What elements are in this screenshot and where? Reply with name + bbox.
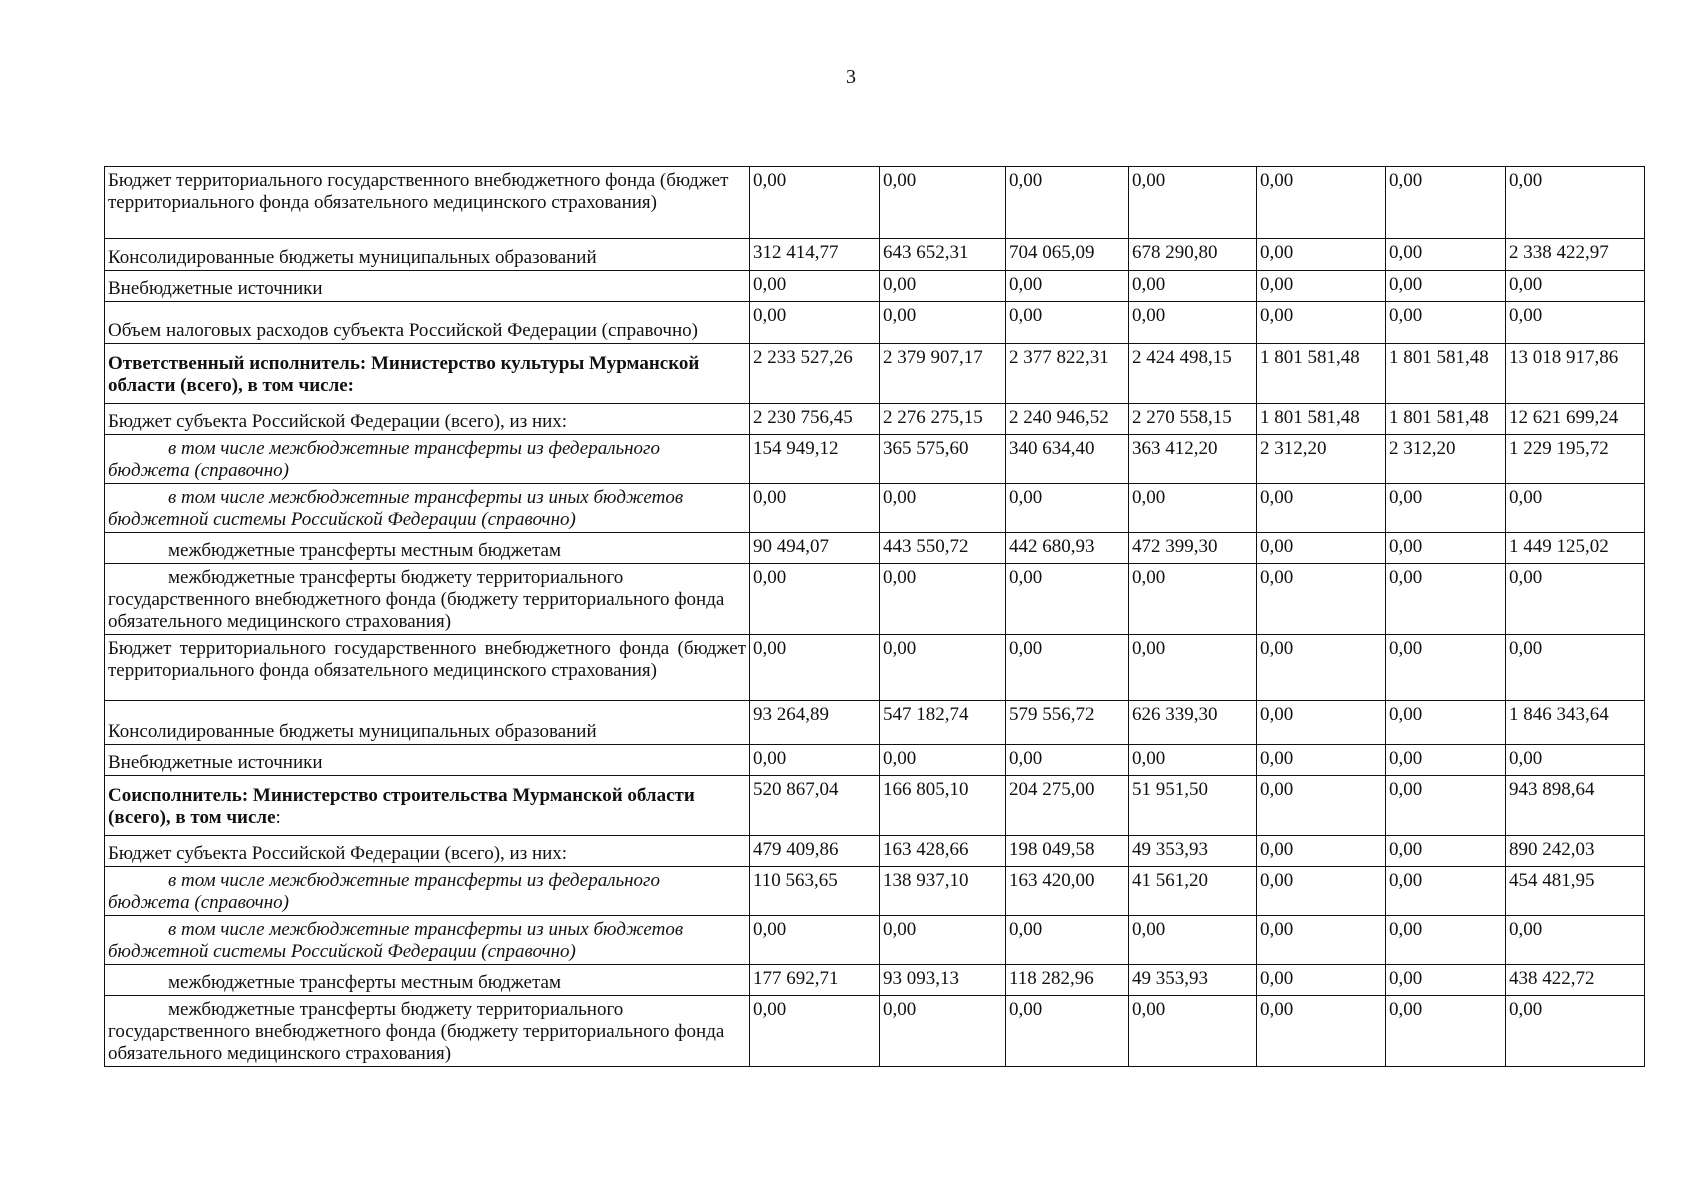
value-cell: 0,00 (880, 635, 1006, 701)
value-cell: 643 652,31 (880, 239, 1006, 271)
value-cell: 0,00 (880, 271, 1006, 302)
value-cell: 0,00 (1129, 745, 1257, 776)
value-cell: 0,00 (1386, 564, 1506, 635)
table-row (105, 745, 1645, 776)
value-cell: 0,00 (1006, 916, 1129, 965)
value-cell: 166 805,10 (880, 776, 1006, 836)
value-cell: 0,00 (1129, 564, 1257, 635)
value-cell: 0,00 (1257, 916, 1386, 965)
value-cell: 0,00 (1506, 484, 1645, 533)
value-cell: 0,00 (1006, 635, 1129, 701)
value-cell: 1 801 581,48 (1386, 404, 1506, 435)
value-cell: 0,00 (750, 167, 880, 239)
value-cell: 0,00 (1386, 867, 1506, 916)
value-cell: 0,00 (880, 745, 1006, 776)
value-cell: 0,00 (750, 302, 880, 344)
value-cell: 0,00 (1129, 484, 1257, 533)
value-cell: 0,00 (880, 916, 1006, 965)
value-cell: 0,00 (1257, 239, 1386, 271)
value-cell: 340 634,40 (1006, 435, 1129, 484)
value-cell: 0,00 (880, 996, 1006, 1067)
value-cell: 2 270 558,15 (1129, 404, 1257, 435)
value-cell: 13 018 917,86 (1506, 344, 1645, 404)
value-cell: 1 449 125,02 (1506, 533, 1645, 564)
value-cell: 579 556,72 (1006, 701, 1129, 745)
value-cell: 49 353,93 (1129, 836, 1257, 867)
row-label: Бюджет территориального государственного внебюджетного фонда (бюджет территориального фонда обязательного медицинского страхования) (105, 635, 750, 701)
value-cell: 0,00 (1257, 836, 1386, 867)
value-cell: 51 951,50 (1129, 776, 1257, 836)
value-cell: 118 282,96 (1006, 965, 1129, 996)
value-cell: 49 353,93 (1129, 965, 1257, 996)
value-cell: 0,00 (1257, 533, 1386, 564)
value-cell: 0,00 (1006, 271, 1129, 302)
value-cell: 177 692,71 (750, 965, 880, 996)
value-cell: 154 949,12 (750, 435, 880, 484)
row-label: межбюджетные трансферты местным бюджетам (105, 533, 750, 564)
value-cell: 93 093,13 (880, 965, 1006, 996)
row-label: Внебюджетные источники (105, 745, 750, 776)
value-cell: 0,00 (1257, 996, 1386, 1067)
value-cell: 0,00 (1257, 302, 1386, 344)
value-cell: 0,00 (1386, 965, 1506, 996)
row-label: Ответственный исполнитель: Министерство культуры Мурманской области (всего), в том числе: (105, 344, 750, 404)
value-cell: 2 312,20 (1257, 435, 1386, 484)
table-row (105, 167, 1645, 239)
value-cell: 2 377 822,31 (1006, 344, 1129, 404)
value-cell: 0,00 (1006, 484, 1129, 533)
value-cell: 0,00 (1257, 867, 1386, 916)
value-cell: 2 338 422,97 (1506, 239, 1645, 271)
value-cell: 0,00 (750, 484, 880, 533)
row-label: Бюджет субъекта Российской Федерации (всего), из них: (105, 404, 750, 435)
value-cell: 0,00 (1506, 271, 1645, 302)
table-row (105, 776, 1645, 836)
value-cell: 41 561,20 (1129, 867, 1257, 916)
page-number: 3 (846, 66, 856, 88)
row-label: Бюджет субъекта Российской Федерации (всего), из них: (105, 836, 750, 867)
value-cell: 363 412,20 (1129, 435, 1257, 484)
value-cell: 198 049,58 (1006, 836, 1129, 867)
row-label: в том числе межбюджетные трансферты из иных бюджетов бюджетной системы Российской Федерации (справочно) (105, 916, 750, 965)
value-cell: 0,00 (1386, 916, 1506, 965)
row-label: межбюджетные трансферты бюджету территориального государственного внебюджетного фонда (бюджету территориального фонда обязательного медицинского страхования) (105, 996, 750, 1067)
value-cell: 12 621 699,24 (1506, 404, 1645, 435)
table-row (105, 635, 1645, 701)
row-label: Консолидированные бюджеты муниципальных образований (105, 239, 750, 271)
value-cell: 0,00 (1386, 996, 1506, 1067)
value-cell: 2 230 756,45 (750, 404, 880, 435)
value-cell: 626 339,30 (1129, 701, 1257, 745)
value-cell: 2 276 275,15 (880, 404, 1006, 435)
value-cell: 0,00 (750, 271, 880, 302)
value-cell: 0,00 (1129, 916, 1257, 965)
value-cell: 454 481,95 (1506, 867, 1645, 916)
value-cell: 0,00 (1386, 484, 1506, 533)
value-cell: 1 801 581,48 (1257, 344, 1386, 404)
value-cell: 0,00 (750, 916, 880, 965)
value-cell: 0,00 (1386, 167, 1506, 239)
value-cell: 0,00 (1386, 745, 1506, 776)
table-row (105, 836, 1645, 867)
value-cell: 365 575,60 (880, 435, 1006, 484)
value-cell: 163 420,00 (1006, 867, 1129, 916)
row-label-bold-part: Соисполнитель: Министерство строительства Мурманской области (всего), в том числе (108, 784, 695, 828)
value-cell: 0,00 (750, 745, 880, 776)
row-label: межбюджетные трансферты местным бюджетам (105, 965, 750, 996)
value-cell: 110 563,65 (750, 867, 880, 916)
value-cell: 0,00 (750, 564, 880, 635)
value-cell: 0,00 (1257, 564, 1386, 635)
value-cell: 0,00 (1386, 302, 1506, 344)
value-cell: 0,00 (1506, 916, 1645, 965)
table-row (105, 701, 1645, 745)
value-cell: 0,00 (1386, 271, 1506, 302)
value-cell: 0,00 (1386, 533, 1506, 564)
table-row (105, 404, 1645, 435)
table-row (105, 484, 1645, 533)
value-cell: 443 550,72 (880, 533, 1006, 564)
value-cell: 0,00 (1506, 635, 1645, 701)
table-row (105, 435, 1645, 484)
row-label: Объем налоговых расходов субъекта Российской Федерации (справочно) (105, 302, 750, 344)
value-cell: 0,00 (750, 996, 880, 1067)
table-row (105, 533, 1645, 564)
value-cell: 2 312,20 (1386, 435, 1506, 484)
value-cell: 0,00 (1506, 302, 1645, 344)
table-row (105, 239, 1645, 271)
value-cell: 520 867,04 (750, 776, 880, 836)
value-cell: 0,00 (1506, 996, 1645, 1067)
value-cell: 1 801 581,48 (1257, 404, 1386, 435)
value-cell: 312 414,77 (750, 239, 880, 271)
value-cell: 943 898,64 (1506, 776, 1645, 836)
row-label: в том числе межбюджетные трансферты из иных бюджетов бюджетной системы Российской Федерации (справочно) (105, 484, 750, 533)
value-cell: 2 379 907,17 (880, 344, 1006, 404)
value-cell: 93 264,89 (750, 701, 880, 745)
table-row (105, 965, 1645, 996)
value-cell: 204 275,00 (1006, 776, 1129, 836)
value-cell: 472 399,30 (1129, 533, 1257, 564)
budget-table-body (105, 167, 1645, 1067)
table-row (105, 271, 1645, 302)
row-label-tail: : (275, 806, 281, 828)
value-cell: 163 428,66 (880, 836, 1006, 867)
value-cell: 0,00 (1006, 745, 1129, 776)
budget-table (104, 166, 1645, 1067)
table-row (105, 867, 1645, 916)
value-cell: 0,00 (880, 484, 1006, 533)
value-cell: 704 065,09 (1006, 239, 1129, 271)
value-cell: 0,00 (1129, 271, 1257, 302)
value-cell: 0,00 (1257, 965, 1386, 996)
value-cell: 2 424 498,15 (1129, 344, 1257, 404)
table-row (105, 302, 1645, 344)
value-cell: 0,00 (880, 564, 1006, 635)
row-label: Внебюджетные источники (105, 271, 750, 302)
value-cell: 0,00 (1129, 996, 1257, 1067)
value-cell: 0,00 (1386, 239, 1506, 271)
row-label: в том числе межбюджетные трансферты из федерального бюджета (справочно) (105, 435, 750, 484)
value-cell: 0,00 (1506, 745, 1645, 776)
value-cell: 1 846 343,64 (1506, 701, 1645, 745)
row-label (105, 776, 750, 836)
value-cell: 0,00 (1257, 776, 1386, 836)
value-cell: 0,00 (1386, 776, 1506, 836)
value-cell: 0,00 (1129, 302, 1257, 344)
value-cell: 0,00 (1257, 484, 1386, 533)
value-cell: 678 290,80 (1129, 239, 1257, 271)
value-cell: 547 182,74 (880, 701, 1006, 745)
value-cell: 890 242,03 (1506, 836, 1645, 867)
value-cell: 0,00 (1257, 701, 1386, 745)
value-cell: 90 494,07 (750, 533, 880, 564)
value-cell: 1 801 581,48 (1386, 344, 1506, 404)
value-cell: 0,00 (880, 302, 1006, 344)
value-cell: 0,00 (1006, 996, 1129, 1067)
table-row (105, 564, 1645, 635)
table-row (105, 344, 1645, 404)
value-cell: 0,00 (1257, 745, 1386, 776)
value-cell: 2 233 527,26 (750, 344, 880, 404)
value-cell: 442 680,93 (1006, 533, 1129, 564)
value-cell: 0,00 (1506, 167, 1645, 239)
value-cell: 138 937,10 (880, 867, 1006, 916)
table-row (105, 916, 1645, 965)
value-cell: 0,00 (1006, 167, 1129, 239)
value-cell: 0,00 (1257, 271, 1386, 302)
row-label: Бюджет территориального государственного внебюджетного фонда (бюджет территориального фонда обязательного медицинского страхования) (105, 167, 750, 239)
value-cell: 0,00 (1386, 701, 1506, 745)
value-cell: 0,00 (1506, 564, 1645, 635)
value-cell: 0,00 (1257, 635, 1386, 701)
table-row (105, 996, 1645, 1067)
value-cell: 438 422,72 (1506, 965, 1645, 996)
row-label: Консолидированные бюджеты муниципальных образований (105, 701, 750, 745)
value-cell: 479 409,86 (750, 836, 880, 867)
row-label: межбюджетные трансферты бюджету территориального государственного внебюджетного фонда (бюджету территориального фонда обязательного медицинского страхования) (105, 564, 750, 635)
value-cell: 0,00 (1129, 167, 1257, 239)
value-cell: 0,00 (1006, 302, 1129, 344)
value-cell: 0,00 (1129, 635, 1257, 701)
value-cell: 2 240 946,52 (1006, 404, 1129, 435)
value-cell: 0,00 (1386, 836, 1506, 867)
value-cell: 0,00 (1257, 167, 1386, 239)
value-cell: 0,00 (880, 167, 1006, 239)
value-cell: 0,00 (1386, 635, 1506, 701)
value-cell: 0,00 (1006, 564, 1129, 635)
row-label: в том числе межбюджетные трансферты из федерального бюджета (справочно) (105, 867, 750, 916)
value-cell: 1 229 195,72 (1506, 435, 1645, 484)
value-cell: 0,00 (750, 635, 880, 701)
